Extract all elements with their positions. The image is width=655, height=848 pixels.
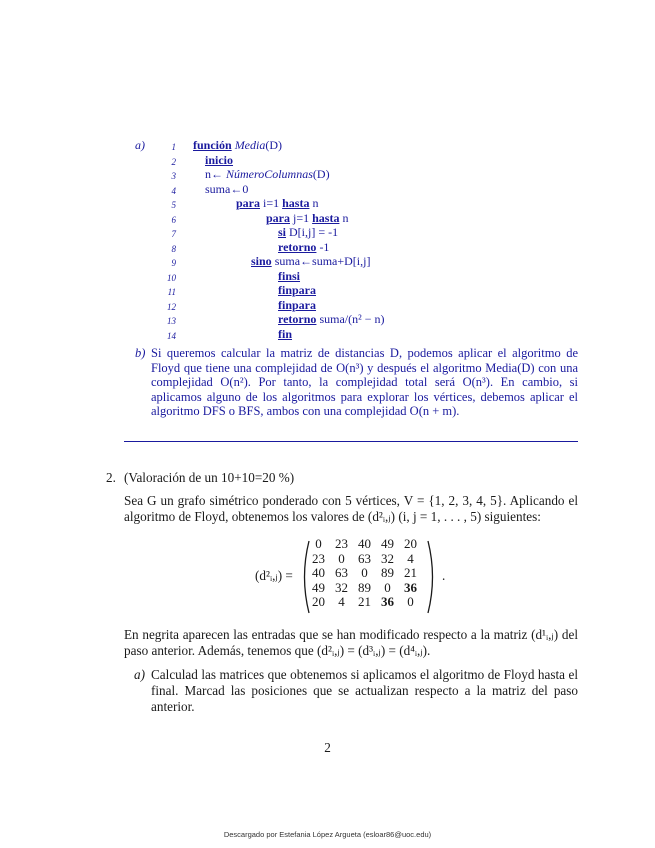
- code-line-9: sino suma←suma+D[i,j]: [251, 254, 371, 268]
- matrix-cell: 63: [358, 550, 371, 566]
- part-a-label: a): [135, 138, 145, 152]
- code-line-14: fin: [278, 326, 293, 341]
- matrix-cell: 32: [381, 550, 394, 566]
- matrix-row: [307, 537, 422, 552]
- line-number: 4: [171, 185, 176, 196]
- page-number: 2: [324, 740, 331, 755]
- distance-matrix: [307, 537, 422, 610]
- matrix-cell-modified: 36: [404, 579, 417, 595]
- part-b-label: b): [135, 346, 146, 360]
- question-intro: Sea G un grafo simétrico ponderado con 5 vértices, V = {1, 2, 3, 4, 5}. Aplicando el algoritmo de Floyd, obtenemos los valores de (d²ᵢ,ⱼ) (i, j = 1, . . . , 5) siguientes:: [124, 493, 578, 524]
- matrix-cell: 21: [358, 594, 371, 609]
- code-line-12: finpara: [278, 297, 317, 312]
- matrix-cell: 89: [358, 579, 371, 595]
- line-number: 7: [171, 229, 176, 239]
- matrix-cell: 20: [312, 594, 325, 609]
- question-part-a-text: Calculad las matrices que obtenemos si aplicamos el algoritmo de Floyd hasta el final. Marcad las posiciones que se actualizan respecto a la matriz del paso anterior.: [151, 667, 578, 714]
- download-footer: Descargado por Estefania López Argueta (esloar86@uoc.edu): [223, 830, 432, 839]
- code-line-11: finpara: [278, 283, 317, 297]
- line-number: 10: [167, 272, 176, 283]
- question-note: En negrita aparecen las entradas que se han modificado respecto a la matriz (d¹ᵢ,ⱼ) del paso anterior. Además, tenemos que (d²ᵢ,ⱼ) = (d³ᵢ,ⱼ) = (d⁴ᵢ,ⱼ).: [124, 627, 578, 658]
- separator-rule: [124, 441, 578, 442]
- matrix-cell: 4: [338, 594, 345, 609]
- code-line-3: n← NúmeroColumnas(D): [205, 167, 330, 181]
- line-number: 2: [171, 156, 176, 167]
- code-line-13: retorno suma/(n² − n): [278, 312, 385, 326]
- matrix-cell: 63: [335, 565, 348, 580]
- matrix-cell: 40: [312, 565, 325, 580]
- matrix-cell: 23: [312, 550, 325, 566]
- matrix-cell: 0: [338, 550, 345, 566]
- matrix-cell: 32: [335, 579, 348, 595]
- line-number: 8: [171, 243, 176, 254]
- part-b-text: Si queremos calcular la matriz de distancias D, podemos aplicar el algoritmo de Floyd que tiene una complejidad de O(n³) y después el algoritmo Media(D) con una complejidad O(n²). Por tanto, la complejidad total será O(n³). En cambio, si aplicamos alguno de los algoritmos para explorar los vértices, debemos aplicar el algoritmo DFS o BFS, ambos con una complejidad O(n + m).: [151, 346, 578, 418]
- matrix-cell: 40: [358, 536, 371, 551]
- matrix-row: [307, 581, 422, 596]
- matrix-row: [307, 552, 422, 567]
- matrix-cell: 20: [404, 536, 417, 551]
- matrix-cell: 0: [407, 594, 414, 609]
- line-number: 11: [167, 287, 176, 297]
- code-line-5: para i=1 hasta n: [236, 196, 319, 210]
- matrix-cell: 0: [361, 565, 368, 580]
- code-line-4: suma←0: [205, 181, 249, 196]
- line-number: 5: [171, 200, 176, 210]
- matrix-cell: 23: [335, 536, 348, 551]
- matrix-cell: 49: [381, 536, 394, 551]
- code-line-7: si D[i,j] = -1: [278, 225, 339, 239]
- line-number: 12: [167, 301, 176, 312]
- question-heading: (Valoración de un 10+10=20 %): [124, 470, 295, 485]
- matrix-cell: 0: [315, 536, 322, 551]
- question-number: 2.: [106, 470, 116, 485]
- question-part-a-label: a): [134, 667, 145, 682]
- matrix-cell: 49: [312, 579, 325, 595]
- code-line-6: para j=1 hasta n: [266, 210, 349, 225]
- matrix-period: .: [442, 568, 446, 583]
- matrix-cell-modified: 36: [381, 594, 394, 609]
- matrix-cell: 4: [407, 550, 414, 566]
- matrix-row: [307, 595, 422, 610]
- line-number: 13: [167, 316, 176, 326]
- line-number: 1: [171, 142, 176, 152]
- line-number: 9: [171, 258, 176, 268]
- line-number: 3: [171, 171, 176, 181]
- matrix-label: (d²ᵢ,ⱼ) =: [255, 568, 293, 583]
- matrix-right-paren: [425, 540, 439, 614]
- matrix-cell: 21: [404, 565, 417, 580]
- line-number: 14: [167, 330, 176, 341]
- matrix-cell: 89: [381, 565, 394, 580]
- code-line-2: inicio: [205, 152, 234, 167]
- code-line-8: retorno -1: [278, 239, 330, 254]
- line-number: 6: [171, 214, 176, 225]
- matrix-cell: 0: [384, 579, 391, 595]
- code-line-1: función Media(D): [193, 138, 283, 152]
- matrix-row: [307, 566, 422, 581]
- code-line-10: finsi: [278, 268, 301, 283]
